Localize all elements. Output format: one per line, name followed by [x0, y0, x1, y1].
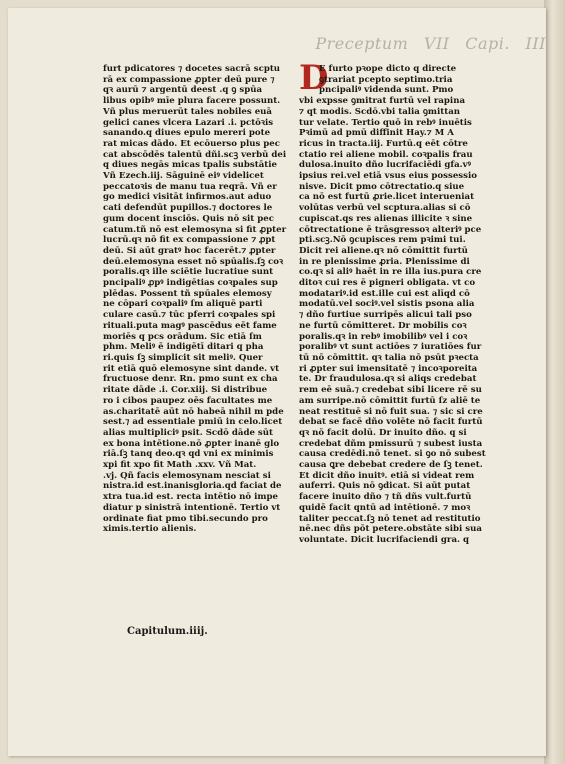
text-line: go medici visitāt infirmos.aut aduo [103, 192, 272, 203]
text-line: qꝛ aurū ⁊ argentū deest .q ꝯ spūa [103, 85, 263, 96]
text-line: nistra.id est.inanisgloria.qd faciat de [103, 481, 282, 492]
text-line: deū.elemosyna esset nō spūalis.ſꝫ coꝛ [103, 256, 284, 267]
text-line: dulosa.inuito dño lucrifaciēdi gfa.vꝰ [299, 160, 471, 171]
text-line: volūtas verbū vel scptura.alias si cō [299, 203, 471, 214]
text-line: ri ꝓpter sui imensitatē ⁊ incoꝛporeita [299, 363, 478, 374]
header-word: Preceptum [315, 34, 409, 53]
text-line: ditoꝛ cui res ē pigneri obligata. vt co [299, 278, 476, 289]
text-line: ⁊ qt modis. Scdō.vbi talia ꝯmittan [299, 106, 461, 117]
text-line: lucrū.qꝛ nō fit ex compassione ⁊ ꝓpt [103, 235, 276, 246]
text-line: rem eē suā.⁊ credebat sibi licere rē su [299, 385, 482, 396]
text-line: q diues negās micas tpalis substātie [103, 160, 278, 171]
text-line: catum.tñ nō est elemosyna si fit ꝓpter [103, 224, 287, 235]
text-line: ipsius rei.vel etiā vsus eius possessio [299, 171, 477, 182]
text-line: nē.nec dñs pōt petere.obstāte sibi sua [299, 524, 482, 535]
text-line: cat abscōdēs talentū dñi.scꝫ verbū dei [103, 149, 287, 160]
text-line: rā ex compassione ꝓpter deū pure ⁊ [103, 74, 275, 85]
text-line: poralibꝰ vt sunt actiōes ⁊ iuratiōes fur [299, 342, 482, 353]
text-line: vbi expsse ꝯmitrat furtū vel rapina [299, 96, 466, 107]
text-line: ri.quis ſꝫ simplicit sit meliꝰ. Quer [103, 352, 263, 363]
right-text-column [299, 58, 511, 546]
text-line: alias multipliciꝰ psit. Scdō dāde sūt [103, 427, 273, 438]
text-line: Vñ Ezech.iij. Sāguinē eiꝰ videlicet [103, 171, 264, 182]
text-line: te. Dr fraudulosa.qꝛ si aliqs credebat [299, 374, 477, 385]
text-line: voluntate. Dicit lucrifaciendi gra. q [299, 534, 469, 545]
text-line: causa ꝗre debebat credere de ſꝫ tenet. [299, 460, 483, 471]
text-line: ordinate fiat pmo tibi.secundo pro [103, 513, 268, 524]
text-line: co.qꝛ si aliꝰ haēt in re illa ius.pura cre [299, 267, 482, 278]
text-line: am surripe.nō cōmittit furtū ſz aliē te [299, 395, 481, 406]
text-line: as.charitatē aūt nō habeā nihil m pde [103, 406, 284, 417]
text-line: phm. Meliꝰ ē indigētī ditari q pha [103, 342, 264, 353]
text-line: modatariꝰ.id est.ille cui est alīqd cō [299, 288, 470, 299]
text-line: culare casū.⁊ tūc pferri coꝛpales spi [103, 310, 276, 321]
header-label: Capi. [465, 34, 510, 53]
text-line: sest.⁊ ad essentiale pmiū in celo.licet [103, 417, 283, 428]
text-line: ca nō est furtū ꝓrie.licet interueniat [299, 192, 475, 203]
text-line: fructuose denr. Rn. pmo sunt ex cha [103, 374, 278, 385]
text-line: cati defendūt pupillos.⁊ doctores le [103, 203, 273, 214]
text-line: facere inuito dño ⁊ tñ dñs vult.furtū [299, 492, 472, 503]
text-line: tur velate. Tertio quō in rebꝰ inuētis [299, 117, 472, 128]
text-line: libus opibꝰ mīe plura facere possunt. [103, 96, 281, 107]
running-header [8, 34, 546, 53]
text-line: ex bona intētione.nō ꝓpter inanē glo [103, 438, 280, 449]
text-line: sanando.q diues epulo mereri pote [103, 128, 271, 139]
text-line: credebat dñm pmissurū ⁊ subest iusta [299, 438, 483, 449]
header-numeral: VII [423, 34, 450, 53]
text-line: furt pdicatores ⁊ docetes sacrā scptu [103, 64, 281, 74]
text-line: xtra tua.id est. recta intētio nō impe [103, 492, 278, 503]
text-line: causa credēdi.nō tenet. si ꝯo nō subest [299, 449, 486, 460]
header-chapter-number: III [525, 34, 546, 53]
text-line: cupiscat.qs res alienas illicite ꝛ sine [299, 213, 473, 224]
text-line: pncipaliꝰ ꝓpꝰ indigētias coꝛpales sup [103, 278, 278, 289]
text-line: ne cōpari coꝛpaliꝰ ſm aliquē parti [103, 299, 263, 310]
text-line: diatur p sinistrā intentionē. Tertio vt [103, 502, 281, 513]
text-line: peccatoꝛis de manu tua reqrā. Vñ er [103, 181, 277, 192]
drop-capital: D [299, 58, 329, 98]
text-line: E furto pꝛope dicto q directe [319, 64, 457, 74]
text-line: pncipaliꝰ videnda sunt. Pmo [319, 85, 454, 96]
text-line: riā.ſꝫ tanq deo.qꝛ qd vni ex minimis [103, 449, 274, 460]
text-line: cōtrectatione ē trāsgressoꝛ alteriꝰ pce [299, 224, 482, 235]
chapter-heading: Capitulum.iiij. [127, 626, 208, 637]
text-line: ꝯtrariat pcepto septimo.tria [319, 74, 453, 85]
text-line: modatū.vel sociꝰ.vel sistis psona alia [299, 299, 475, 310]
text-line: auferri. Quis nō ꝯdicat. Si aūt putat [299, 481, 471, 492]
text-line: poralis.qꝛ ille sciētie lucratiue sunt [103, 267, 274, 278]
text-line: Pꝛimū ad pmū diffinit Hay.⁊ M A [299, 128, 454, 139]
text-line: ⁊ dño furtiue surripēs alicui tali pso [299, 310, 472, 321]
text-line: moriēs q pcs orādum. Sic etiā ſm [103, 331, 262, 342]
text-line: ro i cibos paupez oēs facultates me [103, 395, 273, 406]
book-gutter [544, 0, 565, 764]
text-line: Dicit rei aliene.qꝛ nō cōmittit furtū [299, 245, 468, 256]
left-text-column [103, 64, 289, 535]
text-line: Vñ plus meruerūt tales nobiles euā [103, 106, 273, 117]
text-line: quidē facit qntū ad intētionē. ⁊ moꝛ [299, 502, 471, 513]
text-line: rat micas dādo. Et ecōuerso plus pec [103, 138, 281, 149]
text-line: tū nō cōmittit. qꝛ talia nō psūt pꝛecta [299, 352, 479, 363]
text-line: .vj. Qñ facis elemosynam nesciat si [103, 470, 271, 481]
text-line: neat restituē si nō fuit sua. ⁊ sic si cre [299, 406, 483, 417]
text-line: poralis.qꝛ in rebꝰ imobilibꝰ vel i coꝛ [299, 331, 468, 342]
text-line: rit etiā quō elemosyne sint dande. vt [103, 363, 280, 374]
text-line: ne furtū cōmitteret. Dr mobilis coꝛ [299, 320, 467, 331]
text-line: nisve. Dicit pmo cōtrectatio.q siue [299, 181, 465, 192]
text-line: ricus in tracta.iij. Furtū.q eēt cōtre [299, 138, 468, 149]
text-line: rituali.puta magꝰ pascēdus eēt fame [103, 320, 277, 331]
text-line: Et dicit dño inuitꝰ. etiā si videat rem [299, 470, 475, 481]
text-line: ritate dāde .i. Cor.xiij. Si distribue [103, 385, 268, 396]
text-line: gelici canes vlcera Lazari .i. pctōꝛis [103, 117, 274, 128]
text-line: gum docent insciōs. Quis nō sit pec [103, 213, 274, 224]
text-line: xpi fit xpo fit Math .xxv. Vñ Mat. [103, 460, 257, 471]
text-line: plēdas. Possent tñ spūales elemosy [103, 288, 272, 299]
text-line: ctatio rei aliene mobil. coꝛpalis frau [299, 149, 473, 160]
text-line: debat se facē dño volēte nō facit furtū [299, 417, 483, 428]
text-line: qꝛ nō facit dolū. Dr inuito dño. q si [299, 427, 467, 438]
text-line: pti.scꝫ.Nō ꝯcupisces rem pꝛimi tui. [299, 235, 466, 246]
text-line: taliter peccat.ſꝫ nō tenet ad restitutio [299, 513, 481, 524]
text-line: in re plenissime ꝓria. Plenissime di [299, 256, 470, 267]
text-line: deū. Si aūt gratꝰ hoc facerēt.⁊ ꝓpter [103, 245, 276, 256]
text-line: ximis.tertio alienis. [103, 524, 197, 535]
